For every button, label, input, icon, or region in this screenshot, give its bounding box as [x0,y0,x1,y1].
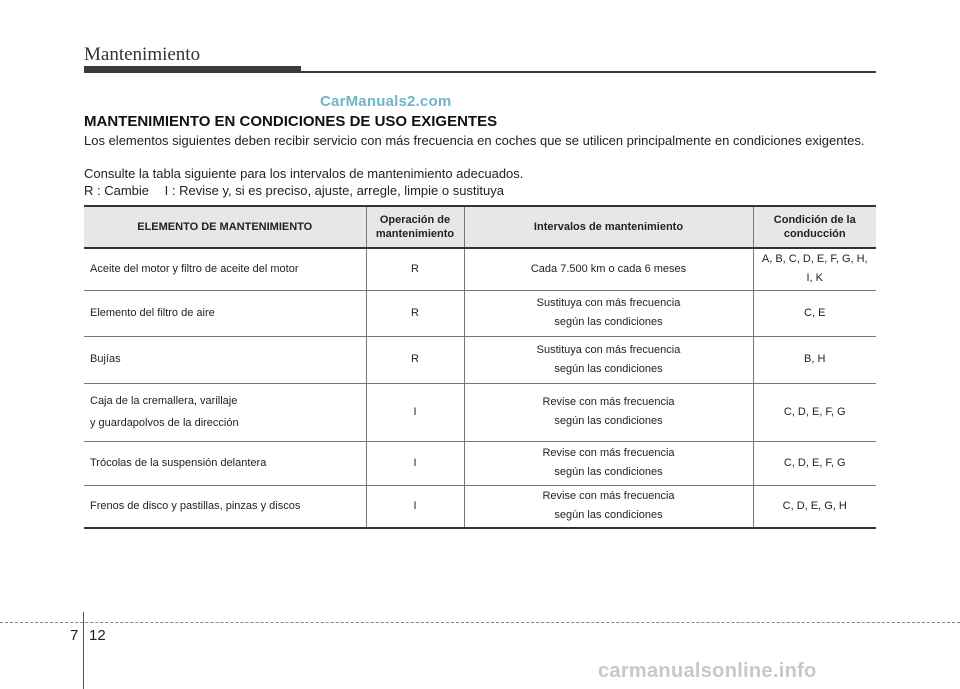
chapter-number: 7 [70,627,79,644]
footer-rule [0,622,960,623]
cell-operation: I [366,485,464,528]
cell-operation: R [366,248,464,290]
table-row [84,383,876,441]
header-condition: Condición de la conducción [753,206,876,248]
cell-item: Trócolas de la suspensión delantera [84,441,366,485]
watermark-bottom: carmanualsonline.info [598,660,817,682]
cell-item: Caja de la cremallera, varillaje y guardapolvos de la dirección [84,383,366,441]
legend-r: R : Cambie [84,183,150,198]
cell-interval: Cada 7.500 km o cada 6 meses [464,248,753,290]
maintenance-table [84,205,876,529]
consult-paragraph: Consulte la tabla siguiente para los intervalos de mantenimiento adecuados. [84,166,524,181]
cell-item: Frenos de disco y pastillas, pinzas y discos [84,485,366,528]
cell-interval: Sustituya con más frecuencia según las condiciones [464,336,753,383]
header-operation: Operación de mantenimiento [366,206,464,248]
cell-condition: C, D, E, F, G [753,383,876,441]
intro-paragraph: Los elementos siguientes deben recibir servicio con más frecuencia en coches que se utilicen principalmente en condiciones exigentes. [84,133,865,148]
header-title: Mantenimiento [84,44,201,65]
header-bar [84,66,301,73]
cell-interval: Revise con más frecuencia según las condiciones [464,383,753,441]
cell-condition: C, D, E, G, H [753,485,876,528]
section-title: MANTENIMIENTO EN CONDICIONES DE USO EXIGENTES [84,113,498,130]
header-item: ELEMENTO DE MANTENIMIENTO [84,206,366,248]
table-row [84,441,876,485]
cell-condition: C, E [753,290,876,336]
legend [84,183,504,198]
header-interval: Intervalos de mantenimiento [464,206,753,248]
footer-divider [83,612,84,689]
cell-interval: Revise con más frecuencia según las condiciones [464,485,753,528]
cell-operation: I [366,441,464,485]
cell-interval: Sustituya con más frecuencia según las condiciones [464,290,753,336]
legend-i: I : Revise y, si es preciso, ajuste, arregle, limpie o sustituya [164,183,504,198]
cell-operation: I [366,383,464,441]
cell-condition: A, B, C, D, E, F, G, H, I, K [753,248,876,290]
cell-condition: B, H [753,336,876,383]
table-row [84,248,876,290]
cell-operation: R [366,290,464,336]
table-row [84,336,876,383]
cell-item: Elemento del filtro de aire [84,290,366,336]
cell-operation: R [366,336,464,383]
cell-item: Aceite del motor y filtro de aceite del motor [84,248,366,290]
table-header-row [84,206,876,248]
cell-condition: C, D, E, F, G [753,441,876,485]
table-row [84,485,876,528]
cell-item: Bujías [84,336,366,383]
cell-interval: Revise con más frecuencia según las condiciones [464,441,753,485]
watermark-top: CarManuals2.com [320,93,452,110]
table-row [84,290,876,336]
header-rule [301,71,876,73]
page-number: 12 [89,627,106,644]
